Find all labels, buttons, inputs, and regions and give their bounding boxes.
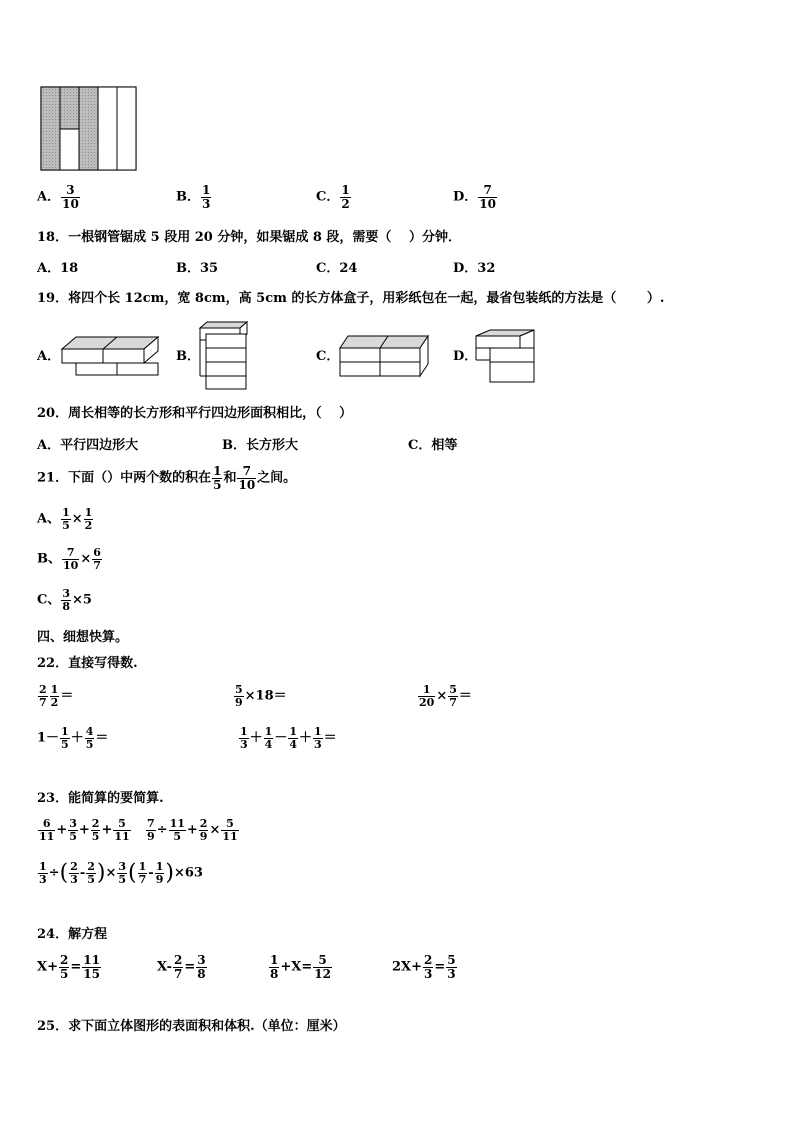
fraction-grid-figure: [40, 86, 138, 172]
q18-option-b[interactable]: B．35: [176, 261, 219, 276]
q24-equation-1: X+ $\frac{2}{5}$ = $\frac{11}{15}$: [37, 953, 100, 981]
q17-option-b[interactable]: B． $\frac{1}{3}$: [176, 183, 211, 211]
q21-stem: 21．下面（）中两个数的积在 $\frac{1}{5}$ 和 $\frac{7}{10}$ 之间。: [37, 464, 297, 492]
q21-option-c[interactable]: C、 $\frac{3}{8}$ ×5: [37, 587, 92, 613]
q17-option-d[interactable]: D． $\frac{7}{10}$: [453, 183, 496, 211]
q18-option-c[interactable]: C．24: [316, 261, 358, 276]
q18-stem: 18．一根钢管锯成 5 段用 20 分钟，如果锯成 8 段，需要（ ）分钟．: [37, 230, 461, 245]
q19-option-c[interactable]: C．: [316, 349, 340, 364]
q21-option-b[interactable]: B、 $\frac{7}{10}$ × $\frac{6}{7}$: [37, 546, 101, 572]
q22-expr-3: $\frac{1}{20}$ × $\frac{5}{7}$ ＝: [419, 683, 472, 709]
box-arrangement-b: [198, 320, 250, 390]
q19-stem: 19．将四个长 12cm，宽 8cm，高 5cm 的长方体盒子，用彩纸包在一起，最省包装纸的方法是（ ）.: [37, 291, 665, 306]
section-4-heading: 四、细想快算。: [37, 630, 129, 645]
q17-option-a[interactable]: A． $\frac{3}{10}$: [37, 183, 79, 211]
q20-option-b[interactable]: B．长方形大: [222, 438, 298, 453]
q21-option-a[interactable]: A、 $\frac{1}{5}$ × $\frac{1}{2}$: [37, 506, 93, 532]
q24-equation-3: $\frac{1}{8}$ +X= $\frac{5}{12}$: [270, 953, 331, 981]
q23-expr-2: $\frac{7}{9}$ ÷ $\frac{11}{5}$ + $\frac{2}{9}$ × $\frac{5}{11}$: [147, 817, 238, 843]
q18-option-a[interactable]: A．18: [37, 261, 79, 276]
q23-stem: 23．能简算的要简算.: [37, 791, 164, 806]
q18-option-d[interactable]: D．32: [453, 261, 496, 276]
q19-option-a[interactable]: A．: [37, 349, 61, 364]
box-arrangement-d: [474, 328, 536, 384]
q20-stem: 20．周长相等的长方形和平行四边形面积相比，（ ）: [37, 406, 353, 421]
q22-expr-5: $\frac{1}{3}$ ＋ $\frac{1}{4}$ － $\frac{1}{4}$ ＋ $\frac{1}{3}$ ＝: [240, 725, 337, 751]
q20-option-a[interactable]: A．平行四边形大: [37, 438, 139, 453]
q19-option-d[interactable]: D．: [453, 349, 478, 364]
box-arrangement-c: [338, 334, 430, 378]
q24-equation-2: X- $\frac{2}{7}$ = $\frac{3}{8}$: [157, 953, 206, 981]
q24-stem: 24．解方程: [37, 927, 108, 942]
q24-equation-4: 2X+ $\frac{2}{3}$ = $\frac{5}{3}$: [392, 953, 456, 981]
shaded-strip-2: [60, 87, 79, 129]
q22-expr-2: $\frac{5}{9}$ ×18＝: [235, 683, 287, 709]
q20-option-c[interactable]: C．相等: [408, 438, 458, 453]
box-arrangement-a: [60, 335, 160, 377]
q23-expr-1: $\frac{6}{11}$ + $\frac{3}{5}$ + $\frac{2}{5}$ + $\frac{5}{11}$: [39, 817, 130, 843]
q17-option-c[interactable]: C． $\frac{1}{2}$: [316, 183, 350, 211]
q22-expr-1: $\frac{2}{7}$ $\frac{1}{2}$ ＝: [39, 683, 74, 709]
q25-stem: 25．求下面立体图形的表面积和体积.（单位：厘米）: [37, 1019, 346, 1034]
q19-option-b[interactable]: B．: [176, 349, 200, 364]
shaded-strip-3: [79, 87, 98, 170]
shaded-strip-1: [41, 87, 60, 170]
q22-stem: 22．直接写得数.: [37, 656, 138, 671]
q23-expr-3: $\frac{1}{3}$ ÷( $\frac{2}{3}$ - $\frac{2}{5}$ )× $\frac{3}{5}$ ( $\frac{1}{7}$ - $\frac{1}{9}$ )×63: [39, 860, 203, 886]
q22-expr-4: 1－ $\frac{1}{5}$ ＋ $\frac{4}{5}$ ＝: [37, 725, 109, 751]
